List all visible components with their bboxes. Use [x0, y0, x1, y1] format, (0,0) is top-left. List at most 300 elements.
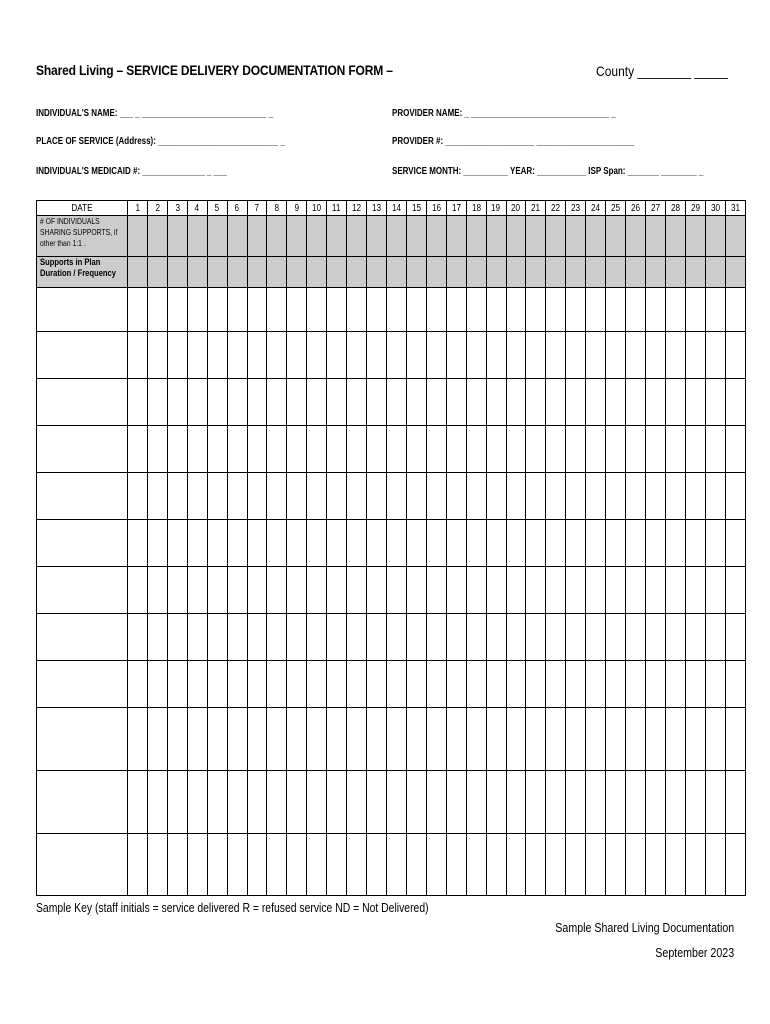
- service-cell-day-30[interactable]: [705, 614, 725, 661]
- service-cell-day-31[interactable]: [725, 614, 745, 661]
- sharing-cell-day-19[interactable]: [486, 216, 506, 257]
- service-description-cell[interactable]: [37, 520, 128, 567]
- supports-cell-day-31[interactable]: [725, 257, 745, 288]
- service-cell-day-6[interactable]: [227, 567, 247, 614]
- supports-cell-day-29[interactable]: [685, 257, 705, 288]
- service-cell-day-9[interactable]: [287, 614, 307, 661]
- service-cell-day-30[interactable]: [705, 708, 725, 771]
- service-cell-day-18[interactable]: [466, 379, 486, 426]
- service-cell-day-25[interactable]: [606, 332, 626, 379]
- supports-cell-day-6[interactable]: [227, 257, 247, 288]
- service-cell-day-7[interactable]: [247, 614, 267, 661]
- service-cell-day-9[interactable]: [287, 708, 307, 771]
- service-cell-day-20[interactable]: [506, 661, 526, 708]
- service-cell-day-11[interactable]: [327, 520, 347, 567]
- service-cell-day-14[interactable]: [386, 661, 406, 708]
- service-cell-day-23[interactable]: [566, 567, 586, 614]
- supports-cell-day-14[interactable]: [386, 257, 406, 288]
- service-cell-day-2[interactable]: [147, 379, 167, 426]
- supports-cell-day-1[interactable]: [128, 257, 148, 288]
- service-description-cell[interactable]: [37, 426, 128, 473]
- service-cell-day-7[interactable]: [247, 288, 267, 332]
- service-cell-day-27[interactable]: [645, 426, 665, 473]
- service-cell-day-16[interactable]: [426, 520, 446, 567]
- service-cell-day-17[interactable]: [446, 426, 466, 473]
- service-cell-day-3[interactable]: [167, 332, 187, 379]
- service-cell-day-26[interactable]: [626, 426, 646, 473]
- service-cell-day-5[interactable]: [207, 426, 227, 473]
- service-cell-day-30[interactable]: [705, 426, 725, 473]
- supports-cell-day-8[interactable]: [267, 257, 287, 288]
- service-cell-day-14[interactable]: [386, 332, 406, 379]
- service-cell-day-26[interactable]: [626, 379, 646, 426]
- service-cell-day-9[interactable]: [287, 332, 307, 379]
- supports-cell-day-5[interactable]: [207, 257, 227, 288]
- service-cell-day-3[interactable]: [167, 473, 187, 520]
- service-cell-day-9[interactable]: [287, 771, 307, 834]
- service-cell-day-15[interactable]: [406, 426, 426, 473]
- service-cell-day-10[interactable]: [307, 379, 327, 426]
- service-cell-day-8[interactable]: [267, 614, 287, 661]
- supports-cell-day-27[interactable]: [645, 257, 665, 288]
- service-cell-day-6[interactable]: [227, 708, 247, 771]
- service-cell-day-17[interactable]: [446, 834, 466, 896]
- service-cell-day-1[interactable]: [128, 834, 148, 896]
- service-cell-day-25[interactable]: [606, 834, 626, 896]
- service-cell-day-6[interactable]: [227, 614, 247, 661]
- service-cell-day-2[interactable]: [147, 771, 167, 834]
- supports-cell-day-30[interactable]: [705, 257, 725, 288]
- service-cell-day-5[interactable]: [207, 661, 227, 708]
- service-cell-day-23[interactable]: [566, 520, 586, 567]
- service-description-cell[interactable]: [37, 771, 128, 834]
- service-cell-day-12[interactable]: [347, 614, 367, 661]
- service-cell-day-19[interactable]: [486, 332, 506, 379]
- service-description-cell[interactable]: [37, 834, 128, 896]
- service-cell-day-30[interactable]: [705, 332, 725, 379]
- service-cell-day-1[interactable]: [128, 332, 148, 379]
- service-cell-day-22[interactable]: [546, 379, 566, 426]
- service-cell-day-12[interactable]: [347, 288, 367, 332]
- service-cell-day-16[interactable]: [426, 379, 446, 426]
- service-cell-day-27[interactable]: [645, 288, 665, 332]
- sharing-cell-day-10[interactable]: [307, 216, 327, 257]
- service-cell-day-9[interactable]: [287, 426, 307, 473]
- service-cell-day-15[interactable]: [406, 567, 426, 614]
- service-cell-day-29[interactable]: [685, 614, 705, 661]
- supports-cell-day-18[interactable]: [466, 257, 486, 288]
- service-cell-day-21[interactable]: [526, 567, 546, 614]
- service-cell-day-20[interactable]: [506, 771, 526, 834]
- service-cell-day-27[interactable]: [645, 379, 665, 426]
- service-cell-day-2[interactable]: [147, 834, 167, 896]
- service-cell-day-30[interactable]: [705, 473, 725, 520]
- service-cell-day-22[interactable]: [546, 520, 566, 567]
- service-cell-day-20[interactable]: [506, 332, 526, 379]
- service-cell-day-8[interactable]: [267, 473, 287, 520]
- service-cell-day-20[interactable]: [506, 834, 526, 896]
- service-cell-day-23[interactable]: [566, 332, 586, 379]
- service-cell-day-12[interactable]: [347, 473, 367, 520]
- service-cell-day-18[interactable]: [466, 567, 486, 614]
- service-cell-day-24[interactable]: [586, 288, 606, 332]
- service-cell-day-15[interactable]: [406, 379, 426, 426]
- service-cell-day-10[interactable]: [307, 426, 327, 473]
- service-cell-day-17[interactable]: [446, 520, 466, 567]
- service-cell-day-14[interactable]: [386, 288, 406, 332]
- service-cell-day-23[interactable]: [566, 288, 586, 332]
- service-cell-day-5[interactable]: [207, 834, 227, 896]
- service-cell-day-6[interactable]: [227, 473, 247, 520]
- service-cell-day-3[interactable]: [167, 567, 187, 614]
- service-cell-day-28[interactable]: [665, 708, 685, 771]
- service-cell-day-11[interactable]: [327, 771, 347, 834]
- sharing-cell-day-26[interactable]: [626, 216, 646, 257]
- service-cell-day-10[interactable]: [307, 567, 327, 614]
- service-cell-day-12[interactable]: [347, 771, 367, 834]
- service-cell-day-20[interactable]: [506, 288, 526, 332]
- service-cell-day-13[interactable]: [367, 614, 387, 661]
- service-cell-day-28[interactable]: [665, 834, 685, 896]
- service-cell-day-8[interactable]: [267, 661, 287, 708]
- service-cell-day-16[interactable]: [426, 771, 446, 834]
- service-cell-day-3[interactable]: [167, 614, 187, 661]
- service-cell-day-12[interactable]: [347, 661, 367, 708]
- service-cell-day-25[interactable]: [606, 520, 626, 567]
- sharing-cell-day-3[interactable]: [167, 216, 187, 257]
- sharing-cell-day-27[interactable]: [645, 216, 665, 257]
- service-cell-day-29[interactable]: [685, 426, 705, 473]
- service-cell-day-18[interactable]: [466, 473, 486, 520]
- service-cell-day-26[interactable]: [626, 771, 646, 834]
- sharing-cell-day-24[interactable]: [586, 216, 606, 257]
- service-cell-day-4[interactable]: [187, 379, 207, 426]
- service-cell-day-10[interactable]: [307, 661, 327, 708]
- service-cell-day-10[interactable]: [307, 614, 327, 661]
- sharing-cell-day-1[interactable]: [128, 216, 148, 257]
- service-cell-day-23[interactable]: [566, 426, 586, 473]
- service-cell-day-2[interactable]: [147, 567, 167, 614]
- service-cell-day-23[interactable]: [566, 661, 586, 708]
- service-cell-day-15[interactable]: [406, 614, 426, 661]
- service-cell-day-15[interactable]: [406, 834, 426, 896]
- service-cell-day-3[interactable]: [167, 708, 187, 771]
- service-cell-day-8[interactable]: [267, 288, 287, 332]
- service-cell-day-8[interactable]: [267, 567, 287, 614]
- service-cell-day-29[interactable]: [685, 379, 705, 426]
- service-cell-day-8[interactable]: [267, 520, 287, 567]
- service-cell-day-7[interactable]: [247, 771, 267, 834]
- service-cell-day-4[interactable]: [187, 288, 207, 332]
- service-cell-day-6[interactable]: [227, 520, 247, 567]
- service-cell-day-22[interactable]: [546, 473, 566, 520]
- service-cell-day-19[interactable]: [486, 426, 506, 473]
- sharing-cell-day-25[interactable]: [606, 216, 626, 257]
- service-cell-day-24[interactable]: [586, 520, 606, 567]
- service-cell-day-26[interactable]: [626, 473, 646, 520]
- service-cell-day-30[interactable]: [705, 288, 725, 332]
- service-cell-day-13[interactable]: [367, 661, 387, 708]
- service-cell-day-29[interactable]: [685, 473, 705, 520]
- service-cell-day-21[interactable]: [526, 288, 546, 332]
- individual-name-field[interactable]: INDIVIDUAL'S NAME: ___ _ ____________________________ _: [36, 108, 274, 119]
- sharing-cell-day-9[interactable]: [287, 216, 307, 257]
- service-cell-day-29[interactable]: [685, 332, 705, 379]
- service-month-year-isp-field[interactable]: SERVICE MONTH: __________ YEAR: ___________ ISP Span: _______ ________ _: [392, 166, 704, 177]
- service-cell-day-4[interactable]: [187, 332, 207, 379]
- service-cell-day-12[interactable]: [347, 379, 367, 426]
- service-cell-day-18[interactable]: [466, 614, 486, 661]
- service-cell-day-14[interactable]: [386, 834, 406, 896]
- service-cell-day-1[interactable]: [128, 379, 148, 426]
- service-cell-day-21[interactable]: [526, 379, 546, 426]
- service-cell-day-12[interactable]: [347, 520, 367, 567]
- service-cell-day-2[interactable]: [147, 288, 167, 332]
- service-cell-day-26[interactable]: [626, 288, 646, 332]
- service-cell-day-20[interactable]: [506, 426, 526, 473]
- service-cell-day-5[interactable]: [207, 771, 227, 834]
- service-cell-day-17[interactable]: [446, 771, 466, 834]
- service-cell-day-11[interactable]: [327, 426, 347, 473]
- service-cell-day-19[interactable]: [486, 288, 506, 332]
- service-cell-day-27[interactable]: [645, 661, 665, 708]
- service-cell-day-24[interactable]: [586, 332, 606, 379]
- service-description-cell[interactable]: [37, 473, 128, 520]
- service-cell-day-18[interactable]: [466, 661, 486, 708]
- sharing-cell-day-2[interactable]: [147, 216, 167, 257]
- service-cell-day-11[interactable]: [327, 834, 347, 896]
- service-cell-day-1[interactable]: [128, 661, 148, 708]
- service-cell-day-27[interactable]: [645, 834, 665, 896]
- service-cell-day-7[interactable]: [247, 332, 267, 379]
- service-cell-day-3[interactable]: [167, 661, 187, 708]
- supports-cell-day-17[interactable]: [446, 257, 466, 288]
- sharing-cell-day-17[interactable]: [446, 216, 466, 257]
- service-cell-day-4[interactable]: [187, 614, 207, 661]
- service-cell-day-3[interactable]: [167, 520, 187, 567]
- service-cell-day-31[interactable]: [725, 520, 745, 567]
- service-cell-day-18[interactable]: [466, 332, 486, 379]
- service-cell-day-30[interactable]: [705, 771, 725, 834]
- service-cell-day-11[interactable]: [327, 288, 347, 332]
- service-cell-day-19[interactable]: [486, 379, 506, 426]
- service-cell-day-4[interactable]: [187, 834, 207, 896]
- service-cell-day-30[interactable]: [705, 567, 725, 614]
- service-cell-day-25[interactable]: [606, 708, 626, 771]
- service-cell-day-26[interactable]: [626, 567, 646, 614]
- service-cell-day-2[interactable]: [147, 614, 167, 661]
- sharing-cell-day-29[interactable]: [685, 216, 705, 257]
- service-cell-day-24[interactable]: [586, 473, 606, 520]
- service-cell-day-14[interactable]: [386, 708, 406, 771]
- service-cell-day-22[interactable]: [546, 288, 566, 332]
- service-cell-day-19[interactable]: [486, 614, 506, 661]
- service-cell-day-22[interactable]: [546, 708, 566, 771]
- service-cell-day-27[interactable]: [645, 567, 665, 614]
- service-cell-day-28[interactable]: [665, 426, 685, 473]
- service-cell-day-18[interactable]: [466, 426, 486, 473]
- service-cell-day-8[interactable]: [267, 708, 287, 771]
- service-cell-day-23[interactable]: [566, 834, 586, 896]
- service-cell-day-4[interactable]: [187, 426, 207, 473]
- service-cell-day-7[interactable]: [247, 520, 267, 567]
- service-cell-day-31[interactable]: [725, 661, 745, 708]
- supports-cell-day-10[interactable]: [307, 257, 327, 288]
- service-cell-day-27[interactable]: [645, 473, 665, 520]
- service-cell-day-28[interactable]: [665, 771, 685, 834]
- supports-cell-day-12[interactable]: [347, 257, 367, 288]
- service-cell-day-10[interactable]: [307, 771, 327, 834]
- supports-cell-day-4[interactable]: [187, 257, 207, 288]
- service-cell-day-13[interactable]: [367, 288, 387, 332]
- service-cell-day-1[interactable]: [128, 771, 148, 834]
- sharing-cell-day-21[interactable]: [526, 216, 546, 257]
- service-cell-day-9[interactable]: [287, 473, 307, 520]
- service-cell-day-5[interactable]: [207, 288, 227, 332]
- service-cell-day-18[interactable]: [466, 520, 486, 567]
- service-cell-day-31[interactable]: [725, 332, 745, 379]
- service-cell-day-5[interactable]: [207, 567, 227, 614]
- service-cell-day-28[interactable]: [665, 661, 685, 708]
- service-cell-day-28[interactable]: [665, 614, 685, 661]
- service-cell-day-9[interactable]: [287, 567, 307, 614]
- service-cell-day-25[interactable]: [606, 614, 626, 661]
- supports-cell-day-9[interactable]: [287, 257, 307, 288]
- service-cell-day-27[interactable]: [645, 520, 665, 567]
- service-cell-day-25[interactable]: [606, 426, 626, 473]
- service-cell-day-13[interactable]: [367, 379, 387, 426]
- service-description-cell[interactable]: [37, 614, 128, 661]
- service-cell-day-16[interactable]: [426, 708, 446, 771]
- service-cell-day-31[interactable]: [725, 708, 745, 771]
- service-cell-day-14[interactable]: [386, 520, 406, 567]
- place-of-service-field[interactable]: PLACE OF SERVICE (Address): ___________________________ _: [36, 136, 285, 147]
- service-cell-day-15[interactable]: [406, 288, 426, 332]
- service-cell-day-10[interactable]: [307, 520, 327, 567]
- service-cell-day-7[interactable]: [247, 661, 267, 708]
- sharing-cell-day-14[interactable]: [386, 216, 406, 257]
- service-cell-day-6[interactable]: [227, 661, 247, 708]
- service-cell-day-3[interactable]: [167, 426, 187, 473]
- service-cell-day-11[interactable]: [327, 473, 347, 520]
- sharing-cell-day-30[interactable]: [705, 216, 725, 257]
- service-cell-day-14[interactable]: [386, 614, 406, 661]
- service-cell-day-26[interactable]: [626, 614, 646, 661]
- service-cell-day-19[interactable]: [486, 661, 506, 708]
- service-cell-day-28[interactable]: [665, 473, 685, 520]
- supports-cell-day-13[interactable]: [367, 257, 387, 288]
- service-cell-day-17[interactable]: [446, 708, 466, 771]
- service-cell-day-24[interactable]: [586, 708, 606, 771]
- service-cell-day-28[interactable]: [665, 379, 685, 426]
- supports-cell-day-7[interactable]: [247, 257, 267, 288]
- service-cell-day-1[interactable]: [128, 520, 148, 567]
- service-cell-day-14[interactable]: [386, 771, 406, 834]
- service-cell-day-23[interactable]: [566, 473, 586, 520]
- service-cell-day-11[interactable]: [327, 567, 347, 614]
- service-cell-day-27[interactable]: [645, 771, 665, 834]
- service-cell-day-13[interactable]: [367, 332, 387, 379]
- service-cell-day-25[interactable]: [606, 661, 626, 708]
- service-cell-day-11[interactable]: [327, 332, 347, 379]
- service-cell-day-4[interactable]: [187, 661, 207, 708]
- provider-number-field[interactable]: PROVIDER #: ____________________ ______________________: [392, 136, 635, 147]
- service-cell-day-8[interactable]: [267, 834, 287, 896]
- sharing-cell-day-4[interactable]: [187, 216, 207, 257]
- service-cell-day-17[interactable]: [446, 473, 466, 520]
- service-cell-day-25[interactable]: [606, 473, 626, 520]
- service-cell-day-18[interactable]: [466, 288, 486, 332]
- sharing-cell-day-31[interactable]: [725, 216, 745, 257]
- service-cell-day-7[interactable]: [247, 473, 267, 520]
- service-cell-day-16[interactable]: [426, 288, 446, 332]
- service-cell-day-31[interactable]: [725, 834, 745, 896]
- service-cell-day-26[interactable]: [626, 332, 646, 379]
- service-cell-day-4[interactable]: [187, 708, 207, 771]
- service-cell-day-10[interactable]: [307, 332, 327, 379]
- service-cell-day-1[interactable]: [128, 614, 148, 661]
- sharing-cell-day-8[interactable]: [267, 216, 287, 257]
- sharing-cell-day-11[interactable]: [327, 216, 347, 257]
- service-cell-day-6[interactable]: [227, 834, 247, 896]
- service-cell-day-20[interactable]: [506, 520, 526, 567]
- service-cell-day-17[interactable]: [446, 379, 466, 426]
- service-cell-day-23[interactable]: [566, 771, 586, 834]
- supports-cell-day-24[interactable]: [586, 257, 606, 288]
- sharing-cell-day-20[interactable]: [506, 216, 526, 257]
- service-cell-day-31[interactable]: [725, 567, 745, 614]
- service-description-cell[interactable]: [37, 708, 128, 771]
- service-description-cell[interactable]: [37, 288, 128, 332]
- service-cell-day-9[interactable]: [287, 288, 307, 332]
- service-cell-day-21[interactable]: [526, 520, 546, 567]
- service-cell-day-4[interactable]: [187, 771, 207, 834]
- supports-cell-day-16[interactable]: [426, 257, 446, 288]
- service-cell-day-15[interactable]: [406, 332, 426, 379]
- service-cell-day-2[interactable]: [147, 708, 167, 771]
- service-cell-day-15[interactable]: [406, 661, 426, 708]
- service-cell-day-25[interactable]: [606, 288, 626, 332]
- service-cell-day-11[interactable]: [327, 379, 347, 426]
- service-cell-day-22[interactable]: [546, 771, 566, 834]
- service-cell-day-29[interactable]: [685, 708, 705, 771]
- service-cell-day-22[interactable]: [546, 661, 566, 708]
- service-cell-day-17[interactable]: [446, 614, 466, 661]
- service-cell-day-21[interactable]: [526, 614, 546, 661]
- service-cell-day-2[interactable]: [147, 661, 167, 708]
- service-cell-day-21[interactable]: [526, 332, 546, 379]
- service-cell-day-31[interactable]: [725, 473, 745, 520]
- service-cell-day-20[interactable]: [506, 614, 526, 661]
- service-cell-day-26[interactable]: [626, 834, 646, 896]
- service-cell-day-5[interactable]: [207, 332, 227, 379]
- service-cell-day-9[interactable]: [287, 834, 307, 896]
- service-cell-day-6[interactable]: [227, 288, 247, 332]
- service-cell-day-5[interactable]: [207, 614, 227, 661]
- service-cell-day-29[interactable]: [685, 771, 705, 834]
- sharing-cell-day-23[interactable]: [566, 216, 586, 257]
- service-cell-day-3[interactable]: [167, 771, 187, 834]
- service-cell-day-20[interactable]: [506, 473, 526, 520]
- service-cell-day-1[interactable]: [128, 288, 148, 332]
- service-cell-day-31[interactable]: [725, 771, 745, 834]
- service-cell-day-30[interactable]: [705, 520, 725, 567]
- service-cell-day-5[interactable]: [207, 520, 227, 567]
- service-cell-day-22[interactable]: [546, 332, 566, 379]
- service-cell-day-16[interactable]: [426, 661, 446, 708]
- service-cell-day-10[interactable]: [307, 288, 327, 332]
- service-cell-day-30[interactable]: [705, 834, 725, 896]
